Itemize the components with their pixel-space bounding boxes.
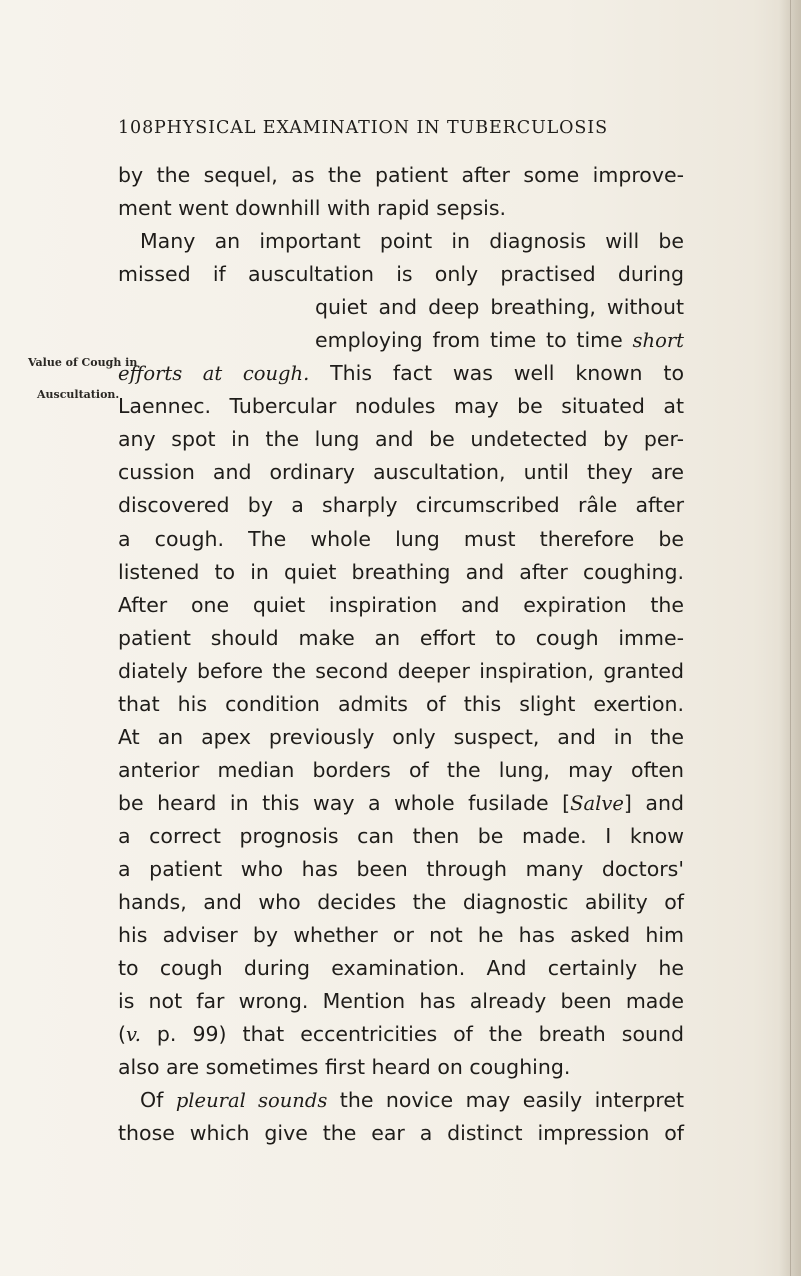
text-line: discovered by a sharply circumscribed râle after <box>118 493 684 518</box>
text-run-part: ( <box>118 1022 126 1047</box>
text-line: a patient who has been through many doctors' <box>118 856 684 881</box>
margin-note-line-2: Auscultation. <box>37 388 120 401</box>
running-head <box>118 118 678 146</box>
text-run <box>118 791 684 815</box>
text-run: the novice may easily interpret <box>339 1088 684 1113</box>
text-line: any spot in the lung and be undetected by per- <box>118 427 684 452</box>
text-line: patient should make an effort to cough imme- <box>118 625 684 650</box>
text-run: This fact was well known to <box>330 361 684 386</box>
text-line: a cough. The whole lung must therefore be <box>118 526 684 551</box>
italic-run: short <box>632 329 684 353</box>
text-run-part: p. 99) that eccentricities of the breath sound <box>140 1022 684 1047</box>
text-line <box>118 1018 684 1051</box>
text-line: At an apex previously only suspect, and in the <box>118 724 684 749</box>
margin-note-line-1: Value of Cough in <box>28 356 138 369</box>
text-line: ment went downhill with rapid sepsis. <box>118 196 507 221</box>
text-line: anterior median borders of the lung, may often <box>118 757 684 782</box>
text-line <box>118 324 684 357</box>
text-line: that his condition admits of this slight exertion. <box>118 691 684 716</box>
body-text <box>118 159 684 1150</box>
text-line: missed if auscultation is only practised during <box>118 262 684 287</box>
text-line: a correct prognosis can then be made. I know <box>118 823 684 848</box>
text-line: those which give the ear a distinct impression of <box>118 1121 684 1146</box>
text-run-part: be heard in this way a whole fusilade [ <box>118 790 571 815</box>
text-run: Of <box>140 1088 164 1113</box>
text-line: diately before the second deeper inspiration, granted <box>118 658 684 683</box>
text-line <box>118 787 684 820</box>
text-line: is not far wrong. Mention has already been made <box>118 989 684 1014</box>
italic-run: Salve <box>570 791 624 815</box>
page-edge-line <box>790 0 791 1276</box>
text-line: After one quiet inspiration and expiration the <box>118 592 684 617</box>
text-line <box>118 357 684 390</box>
text-line: also are sometimes first heard on coughing. <box>118 1055 571 1080</box>
page-number: 108 <box>118 118 155 138</box>
text-run-part: ] and <box>623 790 684 815</box>
text-line <box>118 1084 684 1117</box>
italic-run: efforts at cough. <box>118 362 310 386</box>
italic-run: pleural sounds <box>175 1089 328 1113</box>
text-line: quiet and deep breathing, without <box>315 295 684 320</box>
text-run: employing from time to time <box>315 328 623 353</box>
text-line: cussion and ordinary auscultation, until they are <box>118 460 684 485</box>
text-line: hands, and who decides the diagnostic ability of <box>118 890 684 915</box>
text-line: Laennec. Tubercular nodules may be situated at <box>118 394 684 419</box>
running-head-title: PHYSICAL EXAMINATION IN TUBERCULOSIS <box>154 118 608 138</box>
text-line: by the sequel, as the patient after some improve- <box>118 163 684 187</box>
text-line: Many an important point in diagnosis will be <box>140 229 684 254</box>
text-line: to cough during examination. And certainly he <box>118 956 684 981</box>
text-line: listened to in quiet breathing and after coughing. <box>118 559 684 584</box>
text-run <box>118 1022 684 1046</box>
italic-run: v. <box>126 1023 141 1047</box>
text-line: his adviser by whether or not he has asked him <box>118 923 684 948</box>
